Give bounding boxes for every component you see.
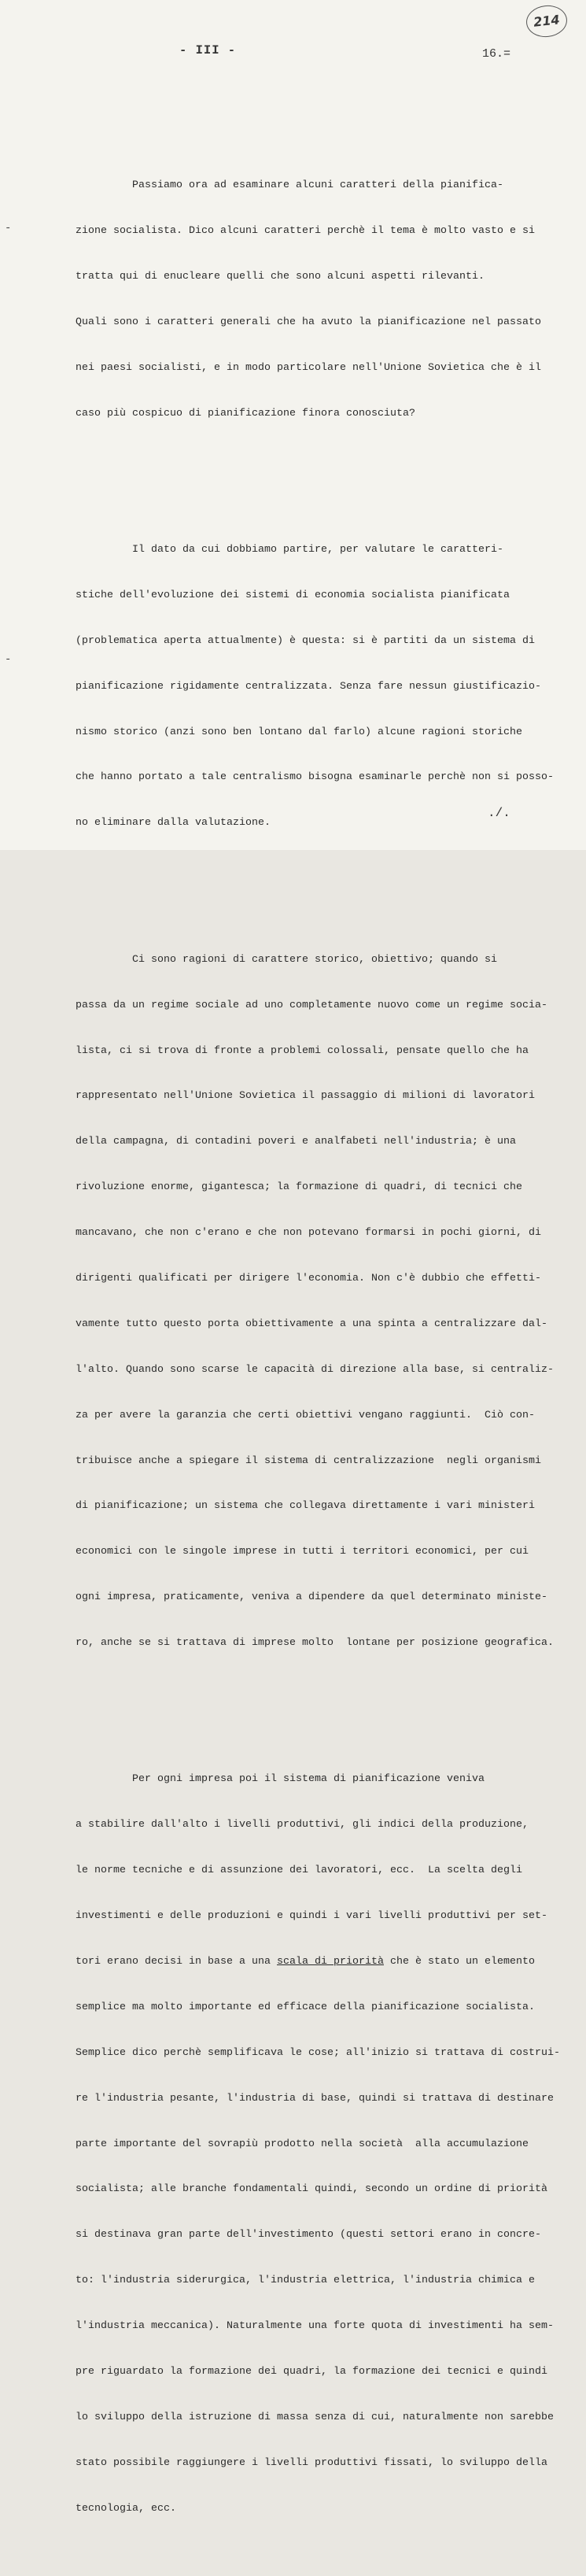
text-line: della campagna, di contadini poveri e analfabeti nell'industria; è una [76, 1135, 516, 1148]
text-line: re l'industria pesante, l'industria di base, quindi si trattava di destinare [76, 2091, 554, 2104]
text-line: parte importante del sovrapiù prodotto nella società alla accumulazione [76, 2137, 529, 2149]
body-text [76, 116, 563, 2576]
text-line: lista, ci si trova di fronte a problemi colossali, pensate quello che ha [76, 1044, 529, 1056]
margin-dash-mark: - [5, 653, 12, 666]
paragraph-1 [76, 147, 563, 451]
text-line: to: l'industria siderurgica, l'industria elettrica, l'industria chimica e [76, 2274, 535, 2286]
text-line: Ci sono ragioni di carattere storico, obiettivo; quando si [76, 952, 497, 965]
text-line: le norme tecniche e di assunzione dei lavoratori, ecc. La scelta degli [76, 1864, 522, 1876]
text-line: lo sviluppo della istruzione di massa senza di cui, naturalmente non sarebbe [76, 2410, 554, 2423]
text-line-with-underline [76, 1953, 563, 1968]
text-segment: tori erano decisi in base a una [76, 1955, 277, 1968]
page-reference: 16.= [482, 47, 511, 61]
text-line: dirigenti qualificati per dirigere l'economia. Non c'è dubbio che effetti- [76, 1271, 541, 1284]
text-line: za per avere la garanzia che certi obiettivi vengano raggiunti. Ciò con- [76, 1408, 535, 1421]
text-line: pianificazione rigidamente centralizzata. Senza fare nessun giustificazio- [76, 679, 541, 692]
text-line: nei paesi socialisti, e in modo particolare nell'Unione Sovietica che è il [76, 360, 541, 373]
text-line: socialista; alle branche fondamentali quindi, secondo un ordine di priorità [76, 2182, 547, 2195]
text-line: tribuisce anche a spiegare il sistema di centralizzazione negli organismi [76, 1454, 541, 1466]
text-line: tratta qui di enucleare quelli che sono alcuni aspetti rilevanti. [76, 269, 485, 282]
text-line: rappresentato nell'Unione Sovietica il passaggio di milioni di lavoratori [76, 1089, 535, 1102]
text-line: investimenti e delle produzioni e quindi i vari livelli produttivi per set- [76, 1909, 547, 1922]
text-line: zione socialista. Dico alcuni caratteri perchè il tema è molto vasto e si [76, 224, 535, 237]
text-line: passa da un regime sociale ad uno completamente nuovo come un regime socia- [76, 998, 547, 1011]
text-line: tecnologia, ecc. [76, 2501, 176, 2514]
text-line: che hanno portato a tale centralismo bisogna esaminarle perchè non si posso- [76, 771, 554, 783]
text-line: ogni impresa, praticamente, veniva a dipendere da quel determinato ministe- [76, 1591, 547, 1603]
text-line: Per ogni impresa poi il sistema di pianificazione veniva [76, 1772, 485, 1785]
text-line: a stabilire dall'alto i livelli produttivi, gli indici della produzione, [76, 1818, 529, 1831]
text-line: l'industria meccanica). Naturalmente una forte quota di investimenti ha sem- [76, 2319, 554, 2332]
continuation-mark: ./. [488, 806, 510, 820]
text-line: mancavano, che non c'erano e che non potevano formarsi in pochi giorni, di [76, 1226, 541, 1239]
text-line: stato possibile raggiungere i livelli produttivi fissati, lo sviluppo della [76, 2456, 547, 2468]
text-line: no eliminare dalla valutazione. [76, 816, 271, 829]
text-line: semplice ma molto importante ed efficace della pianificazione socialista. [76, 2000, 535, 2012]
text-line: si destinava gran parte dell'investimento (questi settori erano in concre- [76, 2228, 541, 2241]
text-line: (problematica aperta attualmente) è questa: si è partiti da un sistema di [76, 634, 535, 646]
page-number: - III - [179, 43, 237, 57]
text-line: rivoluzione enorme, gigantesca; la formazione di quadri, di tecnici che [76, 1181, 522, 1193]
text-line: l'alto. Quando sono scarse le capacità di direzione alla base, si centraliz- [76, 1362, 554, 1375]
text-line: di pianificazione; un sistema che collegava direttamente i vari ministeri [76, 1499, 535, 1512]
paragraph-4 [76, 1741, 563, 2546]
text-line: Quali sono i caratteri generali che ha avuto la pianificazione nel passato [76, 315, 541, 327]
text-line: ro, anche se si trattava di imprese molto lontane per posizione geografica. [76, 1636, 554, 1649]
text-line: vamente tutto questo porta obiettivamente a una spinta a centralizzare dal- [76, 1317, 547, 1329]
text-line: Il dato da cui dobbiamo partire, per valutare le caratteri- [76, 543, 503, 556]
paragraph-3 [76, 921, 563, 1680]
underlined-phrase: scala di priorità [276, 1955, 384, 1968]
text-segment: che è stato un elemento [383, 1955, 535, 1968]
text-line: caso più cospicuo di pianificazione finora conosciuta? [76, 406, 415, 419]
text-line: Passiamo ora ad esaminare alcuni caratteri della pianifica- [76, 179, 503, 191]
margin-dash-mark: - [5, 222, 12, 235]
text-line: pre riguardato la formazione dei quadri, la formazione dei tecnici e quindi [76, 2365, 547, 2378]
text-line: stiche dell'evoluzione dei sistemi di economia socialista pianificata [76, 588, 510, 601]
archive-stamp: 214 [525, 3, 569, 39]
text-line: Semplice dico perchè semplificava le cose; all'inizio si trattava di costrui- [76, 2046, 560, 2058]
text-line: economici con le singole imprese in tutti i territori economici, per cui [76, 1545, 529, 1558]
text-line: nismo storico (anzi sono ben lontano dal farlo) alcune ragioni storiche [76, 725, 522, 737]
